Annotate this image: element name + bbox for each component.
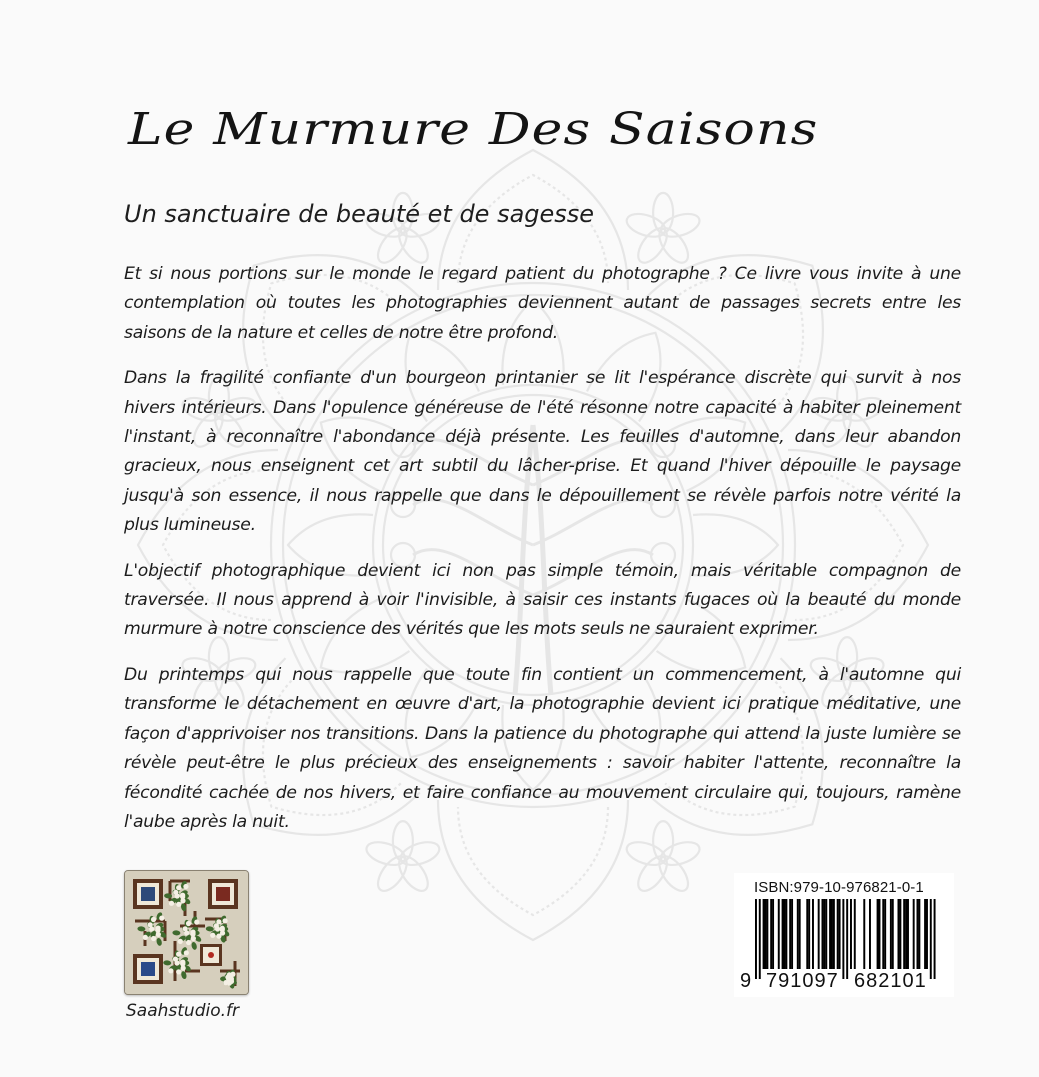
blurb-paragraph: Du printemps qui nous rappelle que toute fin contient un commencement, à l'automne qui transforme le détachement en œuvre d'art, la photographie devient ici pratique méditative, une façon d'apprivoiser nos transitions. Dans la patience du photographe qui attend la juste lumière se révèle peut-être le plus précieux des enseignements : savoir habiter l'attente, reconnaître la fécondité cachée de nos hivers, et faire confiance au mouvement circulaire qui, toujours, ramène l'aube après la nuit.: [124, 664, 961, 832]
ean-right-group: 682101: [854, 970, 927, 992]
ean-first-digit: 9: [740, 970, 753, 992]
blurb-paragraph: L'objectif photographique devient ici non pas simple témoin, mais véritable compagnon de traversée. Il nous apprend à voir l'invisible, à saisir ces instants fugaces où la beauté du monde murmure à notre conscience des vérités que les mots seuls ne sauraient exprimer.: [124, 560, 961, 640]
blurb-paragraph: Dans la fragilité confiante d'un bourgeon printanier se lit l'espérance discrète qui survit à nos hivers intérieurs. Dans l'opulence généreuse de l'été résonne notre capacité à habiter pleinement l'instant, à reconnaître l'abondance déjà présente. Les feuilles d'automne, dans leur abandon gracieux, nous enseignent cet art subtil du lâcher-prise. Et quand l'hiver dépouille le paysage jusqu'à son essence, il nous rappelle que dans le dépouillement se révèle parfois notre vérité la plus lumineuse.: [124, 368, 961, 536]
qr-code-block: [124, 870, 249, 1021]
ean-left-group: 791097: [766, 970, 839, 992]
book-title: Le Murmure Des Saisons: [128, 104, 819, 155]
floral-qr-code-icon: [124, 870, 249, 995]
blurb: [124, 260, 961, 853]
isbn-label: ISBN:979-10-976821-0-1: [754, 879, 924, 896]
book-subtitle: Un sanctuaire de beauté et de sagesse: [124, 200, 595, 228]
isbn-barcode: [734, 873, 954, 997]
blurb-paragraph: Et si nous portions sur le monde le regard patient du photographe ? Ce livre vous invite à une contemplation où toutes les photographies deviennent autant de passages secrets entre les saisons de la nature et celles de notre être profond.: [124, 264, 961, 343]
website-link[interactable]: Saahstudio.fr: [126, 1001, 239, 1021]
